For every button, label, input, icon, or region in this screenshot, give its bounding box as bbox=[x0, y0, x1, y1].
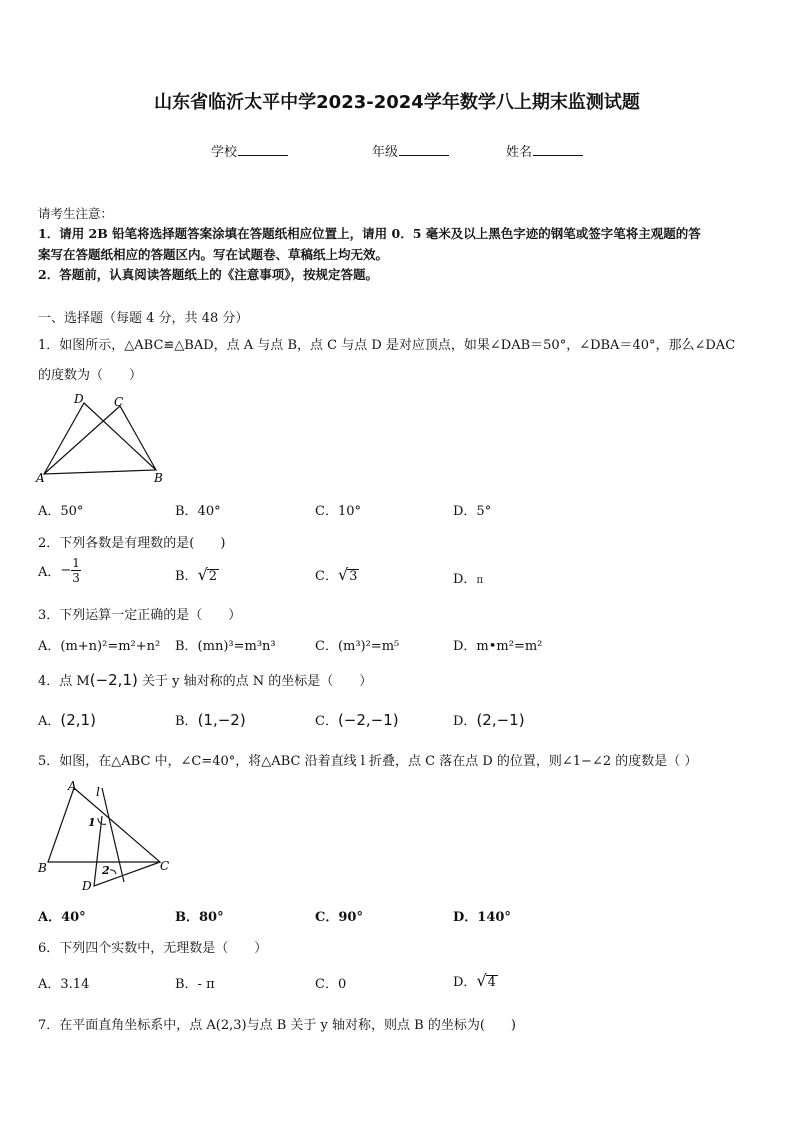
sqrt-icon: √ bbox=[337, 565, 349, 584]
q5-stem: 5．如图，在△ABC 中，∠C=40°，将△ABC 沿着直线 l 折叠，点 C 落在点 D 的位置，则∠1−∠2 的度数是（ ） bbox=[38, 754, 698, 769]
q2-option-c[interactable] bbox=[315, 565, 359, 584]
q2-b-radicand: 2 bbox=[208, 569, 218, 584]
notice-line-1b: 案写在答题纸相应的答题区内。写在试题卷、草稿纸上均无效。 bbox=[38, 247, 389, 262]
notice-line-1a: 1．请用 2B 铅笔将选择题答案涂填在答题纸相应位置上，请用 0．5 毫米及以上黑色字迹的钢笔或签字笔将主观题的答 bbox=[38, 226, 701, 241]
name-label: 姓名 bbox=[506, 145, 533, 160]
q2-option-d[interactable] bbox=[453, 568, 483, 587]
q4-a-label: A． bbox=[38, 714, 61, 729]
school-label: 学校 bbox=[211, 145, 238, 160]
q4-option-d[interactable] bbox=[453, 710, 525, 729]
q5-fold-figure bbox=[32, 778, 177, 896]
sqrt-icon: √ bbox=[197, 565, 208, 584]
q5-label-1: 1 bbox=[88, 816, 96, 829]
section-heading: 一、选择题（每题 4 分，共 48 分） bbox=[38, 311, 249, 326]
q4-stem-a: 4．点 M bbox=[38, 674, 90, 689]
q1-stem-line1: 1．如图所示，△ABC≌△BAD，点 A 与点 B，点 C 与点 D 是对应顶点，如果∠DAB＝50°，∠DBA＝40°，那么∠DAC bbox=[38, 338, 736, 353]
page-title: 山东省临沂太平中学2023-2024学年数学八上期末监测试题 bbox=[154, 92, 640, 113]
q1-label-a: A bbox=[36, 471, 45, 485]
q1-option-c[interactable]: C．10° bbox=[315, 504, 361, 519]
q6-option-d[interactable] bbox=[453, 971, 498, 990]
q1-option-a[interactable]: A．50° bbox=[38, 504, 84, 519]
q1-label-c: C bbox=[114, 395, 124, 409]
grade-blank[interactable] bbox=[399, 143, 449, 156]
q2-c-label: C． bbox=[315, 569, 338, 584]
q5-label-a: A bbox=[68, 779, 77, 793]
q5-label-b: B bbox=[38, 861, 47, 875]
school-field bbox=[211, 141, 288, 160]
q2-stem: 2．下列各数是有理数的是( ) bbox=[38, 536, 226, 551]
q6-option-b[interactable]: B．- π bbox=[175, 977, 215, 992]
q4-option-b[interactable] bbox=[175, 710, 246, 729]
q5-option-b[interactable]: B．80° bbox=[175, 910, 224, 925]
name-field bbox=[506, 141, 583, 160]
q2-d-value: π bbox=[476, 575, 484, 586]
q5-label-2: 2 bbox=[102, 864, 110, 877]
q5-option-a[interactable]: A．40° bbox=[38, 910, 86, 925]
q3-option-a[interactable]: A．(m+n)²=m²+n² bbox=[38, 639, 161, 654]
q2-option-a[interactable] bbox=[38, 556, 81, 585]
q2-b-label: B． bbox=[175, 569, 198, 584]
q1-stem-line2: 的度数为（ ） bbox=[38, 368, 143, 383]
q2-c-radicand: 3 bbox=[349, 569, 358, 584]
q4-option-a[interactable] bbox=[38, 710, 96, 729]
q5-option-d[interactable]: D．140° bbox=[453, 910, 511, 925]
q2-a-sign: − bbox=[60, 563, 72, 578]
q2-d-label: D． bbox=[453, 572, 477, 587]
q2-a-denominator: 3 bbox=[72, 571, 80, 585]
q4-a-value: (2,1) bbox=[60, 711, 96, 729]
q1-triangle-figure bbox=[34, 388, 174, 488]
q3-option-b[interactable]: B．(mn)³=m³n³ bbox=[175, 639, 276, 654]
q4-option-c[interactable] bbox=[315, 710, 399, 729]
q5-label-c: C bbox=[160, 859, 170, 873]
q5-option-c[interactable]: C．90° bbox=[315, 910, 363, 925]
q4-d-value: (2,−1) bbox=[476, 711, 525, 729]
q1-label-d: D bbox=[74, 392, 84, 406]
notice-heading: 请考生注意： bbox=[38, 206, 114, 221]
q6-d-label: D． bbox=[453, 975, 477, 990]
q4-stem-b: 关于 y 轴对称的点 N 的坐标是（ ） bbox=[137, 674, 373, 689]
q3-option-d[interactable]: D．m•m²=m² bbox=[453, 639, 543, 654]
q6-option-a[interactable]: A．3.14 bbox=[38, 977, 90, 992]
q3-option-c[interactable]: C．(m³)²=m⁵ bbox=[315, 639, 400, 654]
q4-c-value: (−2,−1) bbox=[337, 711, 399, 729]
grade-label: 年级 bbox=[372, 145, 399, 160]
q1-option-d[interactable]: D．5° bbox=[453, 504, 492, 519]
q4-b-value: (1,−2) bbox=[197, 711, 246, 729]
notice-line-2: 2．答题前，认真阅读答题纸上的《注意事项》，按规定答题。 bbox=[38, 267, 378, 282]
q4-stem bbox=[38, 670, 372, 689]
q4-c-label: C． bbox=[315, 714, 338, 729]
q5-label-d: D bbox=[82, 879, 92, 893]
q7-stem: 7．在平面直角坐标系中，点 A(2,3)与点 B 关于 y 轴对称，则点 B 的坐标为( ) bbox=[38, 1018, 516, 1033]
name-blank[interactable] bbox=[533, 143, 583, 156]
q6-d-radicand: 4 bbox=[487, 975, 496, 990]
q2-a-numerator: 1 bbox=[72, 556, 80, 570]
q6-option-c[interactable]: C．0 bbox=[315, 977, 347, 992]
grade-field bbox=[372, 141, 449, 160]
q5-label-l: l bbox=[96, 785, 100, 799]
q2-option-b[interactable] bbox=[175, 565, 219, 584]
sqrt-icon: √ bbox=[476, 971, 487, 990]
q4-d-label: D． bbox=[453, 714, 477, 729]
q6-stem: 6．下列四个实数中，无理数是（ ） bbox=[38, 941, 268, 956]
q2-a-label: A． bbox=[38, 565, 61, 580]
q1-label-b: B bbox=[154, 471, 163, 485]
q4-point: (−2,1) bbox=[89, 671, 138, 689]
q4-b-label: B． bbox=[175, 714, 198, 729]
q1-option-b[interactable]: B．40° bbox=[175, 504, 221, 519]
school-blank[interactable] bbox=[238, 143, 288, 156]
q3-stem: 3．下列运算一定正确的是（ ） bbox=[38, 608, 242, 623]
